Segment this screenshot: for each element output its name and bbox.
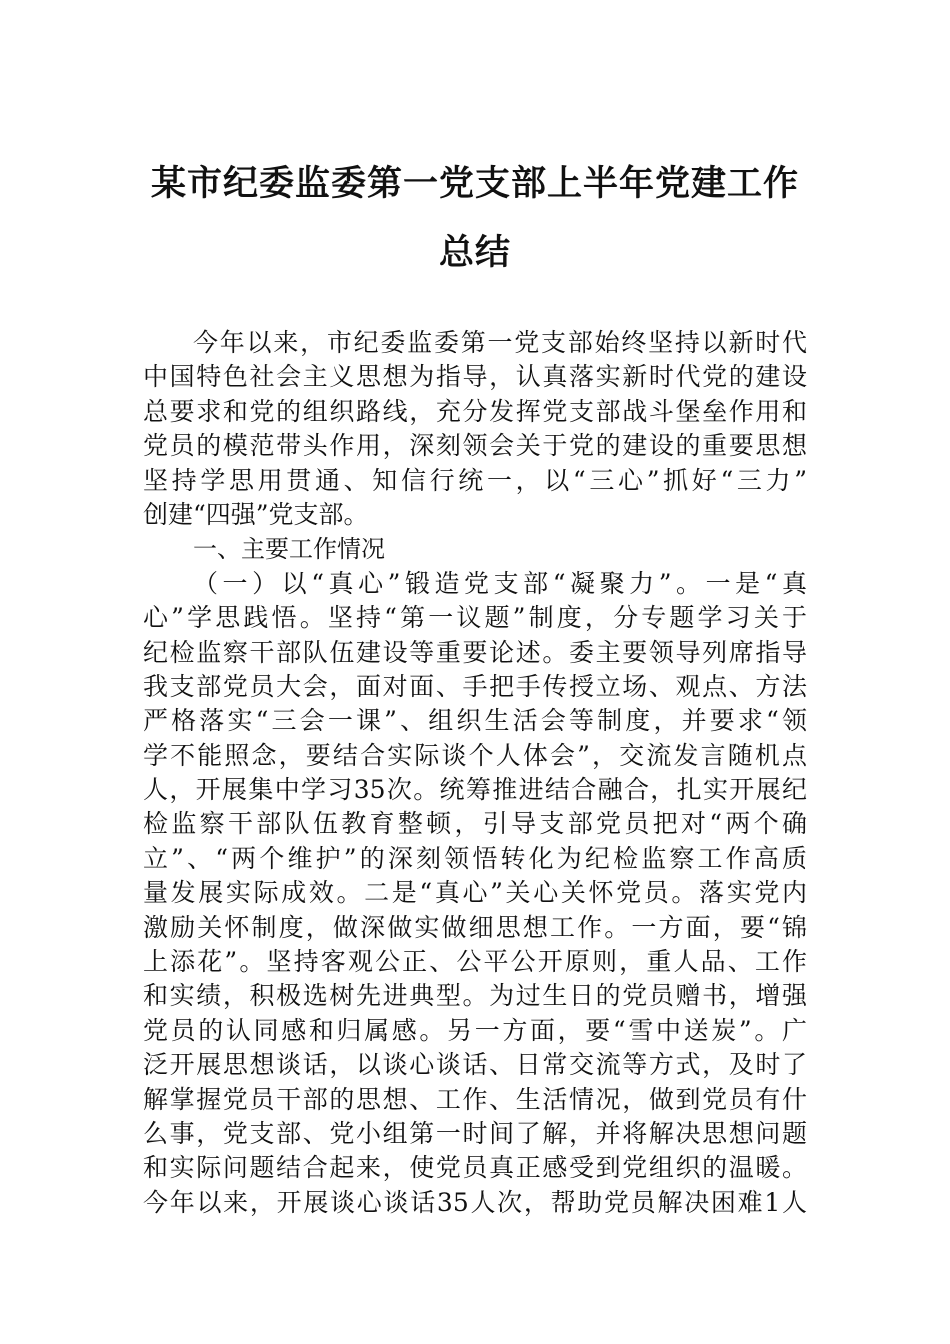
section-para-line: 解掌握党员干部的思想、工作、生活情况，做到党员有什 [143, 1084, 807, 1114]
section-para-line: 学不能照念，要结合实际谈个人体会”，交流发言随机点 [143, 740, 807, 770]
section-para-line: 今年以来，开展谈心谈话35人次，帮助党员解决困难1人 [143, 1187, 807, 1217]
intro-line: 创建“四强”党支部。 [143, 499, 369, 529]
intro-line: 总要求和党的组织路线，充分发挥党支部战斗堡垒作用和 [143, 396, 807, 426]
intro-line: 今年以来，市纪委监委第一党支部始终坚持以新时代 [193, 328, 807, 357]
intro-line: 坚持学思用贯通、知信行统一，以“三心”抓好“三力” [143, 465, 807, 495]
section-para-line: 我支部党员大会，面对面、手把手传授立场、观点、方法 [143, 671, 807, 701]
document-body [143, 326, 807, 1220]
section-para-line: 泛开展思想谈话，以谈心谈话、日常交流等方式，及时了 [143, 1050, 807, 1080]
document-title-line-1: 某市纪委监委第一党支部上半年党建工作 [150, 163, 799, 204]
intro-line: 中国特色社会主义思想为指导，认真落实新时代党的建设 [143, 362, 807, 392]
section-para-line: 人，开展集中学习35次。统筹推进结合融合，扎实开展纪 [143, 775, 807, 805]
section-para-line: 么事，党支部、党小组第一时间了解，并将解决思想问题 [143, 1118, 807, 1148]
section-para-line: 激励关怀制度，做深做实做细思想工作。一方面，要“锦 [143, 912, 807, 942]
section-para-line: 和实绩，积极选树先进典型。为过生日的党员赠书，增强 [143, 981, 807, 1011]
section-para-line: （一）以“真心”锻造党支部“凝聚力”。一是“真 [193, 568, 807, 598]
section-para-line: 立”、“两个维护”的深刻领悟转化为纪检监察工作高质 [143, 843, 807, 873]
document-title-line-2: 总结 [438, 232, 511, 273]
section-para-line: 上添花”。坚持客观公正、公平公开原则，重人品、工作 [143, 947, 807, 977]
section-para-line: 和实际问题结合起来，使党员真正感受到党组织的温暖。 [143, 1153, 807, 1183]
section-para-line: 纪检监察干部队伍建设等重要论述。委主要领导列席指导 [143, 637, 807, 667]
intro-line: 党员的模范带头作用，深刻领会关于党的建设的重要思想 [143, 431, 807, 461]
section-para-line: 检监察干部队伍教育整顿，引导支部党员把对“两个确 [143, 809, 807, 839]
section-para-line: 量发展实际成效。二是“真心”关心关怀党员。落实党内 [143, 878, 807, 908]
section-para-line: 严格落实“三会一课”、组织生活会等制度，并要求“领 [143, 706, 807, 736]
section-para-line: 心”学思践悟。坚持“第一议题”制度，分专题学习关于 [143, 603, 807, 633]
section-para-line: 党员的认同感和归属感。另一方面，要“雪中送炭”。广 [143, 1015, 807, 1045]
section-heading: 一、主要工作情况 [193, 535, 385, 564]
